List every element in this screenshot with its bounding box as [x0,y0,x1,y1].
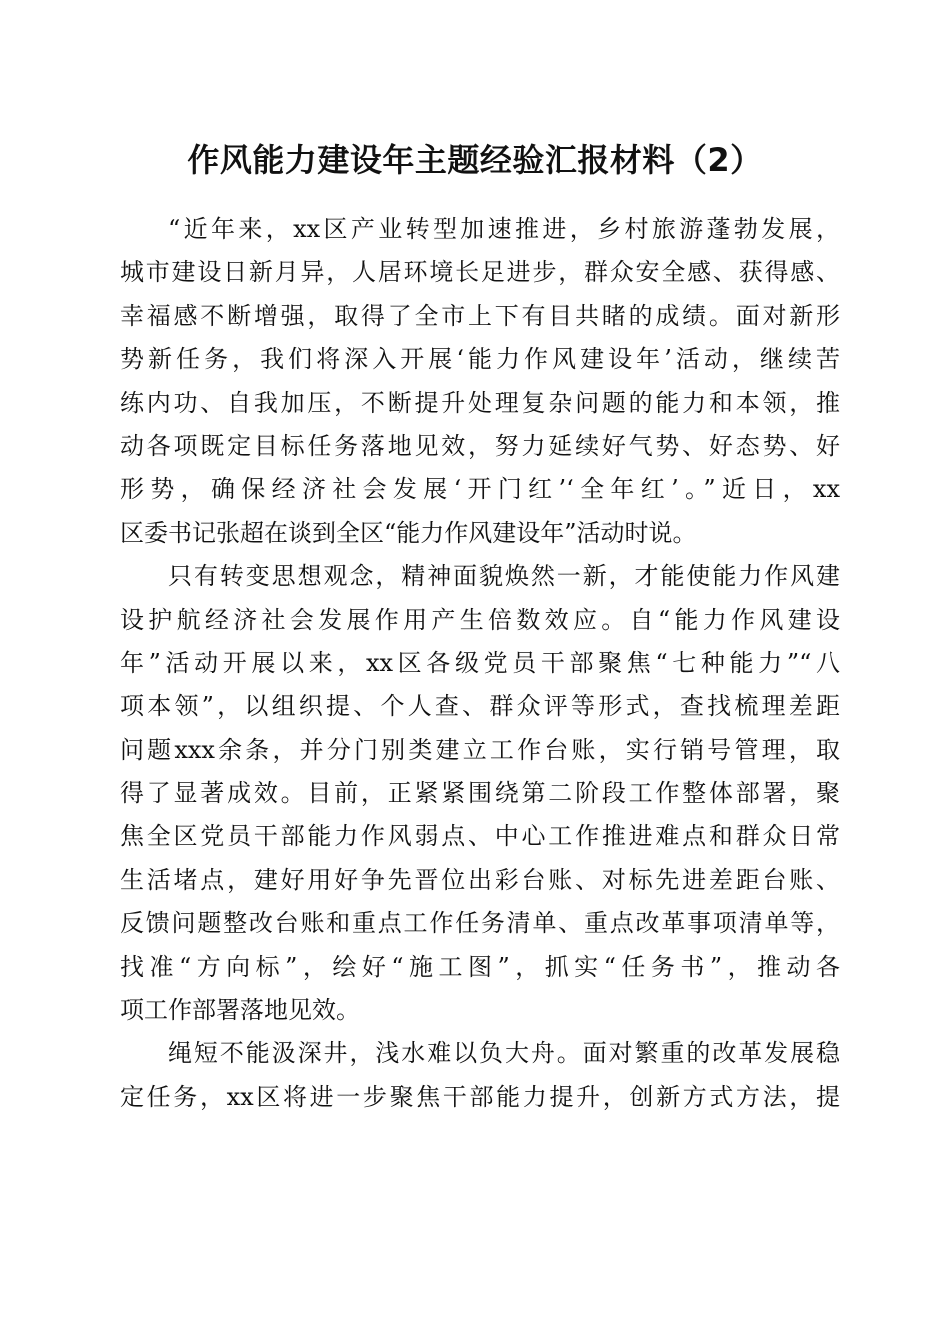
paragraph-line: 设护航经济社会发展作用产生倍数效应。自“能力作风建设 [120,605,840,634]
paragraph-line: 年”活动开展以来，xx区各级党员干部聚焦“七种能力”“八 [120,648,840,677]
paragraph-line: 势新任务，我们将深入开展‘能力作风建设年’活动，继续苦 [120,345,840,374]
paragraph-line: 找准“方向标”，绘好“施工图”，抓实“任务书”，推动各 [120,952,840,981]
document-title: 作风能力建设年主题经验汇报材料（2） [187,141,763,179]
paragraph-line: 焦全区党员干部能力作风弱点、中心工作推进难点和群众日常 [120,822,840,851]
document-body [120,208,840,1119]
paragraph-line: 动各项既定目标任务落地见效，努力延续好气势、好态势、好 [120,431,840,460]
paragraph-line: 只有转变思想观念，精神面貌焕然一新，才能使能力作风建 [168,562,840,591]
paragraph-line: 练内功、自我加压，不断提升处理复杂问题的能力和本领，推 [120,388,840,417]
paragraph-line: 得了显著成效。目前，正紧紧围绕第二阶段工作整体部署，聚 [120,779,840,808]
paragraph-line: 幸福感不断增强，取得了全市上下有目共睹的成绩。面对新形 [120,301,840,330]
paragraph-line: 反馈问题整改台账和重点工作任务清单、重点改革事项清单等， [120,909,840,938]
paragraph-line: 区委书记张超在谈到全区“能力作风建设年”活动时说。 [120,518,697,547]
paragraph-line: 城市建设日新月异，人居环境长足进步，群众安全感、获得感、 [120,258,840,287]
paragraph-line: 形势，确保经济社会发展‘开门红’‘全年红’。”近日，xx [120,475,840,504]
paragraph-line: 项工作部署落地见效。 [120,996,360,1025]
paragraph-line: 定任务，xx区将进一步聚焦干部能力提升，创新方式方法，提 [120,1082,840,1111]
paragraph-line: 项本领”，以组织提、个人查、群众评等形式，查找梳理差距 [120,692,840,721]
paragraph-2 [120,555,840,1032]
paragraph-line: 生活堵点，建好用好争先晋位出彩台账、对标先进差距台账、 [120,865,840,894]
paragraph-line: “近年来，xx区产业转型加速推进，乡村旅游蓬勃发展， [168,215,840,243]
paragraph-line: 绳短不能汲深井，浅水难以负大舟。面对繁重的改革发展稳 [168,1039,840,1068]
paragraph-line: 问题xxx余条，并分门别类建立工作台账，实行销号管理，取 [120,735,840,764]
paragraph-3 [120,1032,840,1119]
paragraph-1 [120,208,840,555]
